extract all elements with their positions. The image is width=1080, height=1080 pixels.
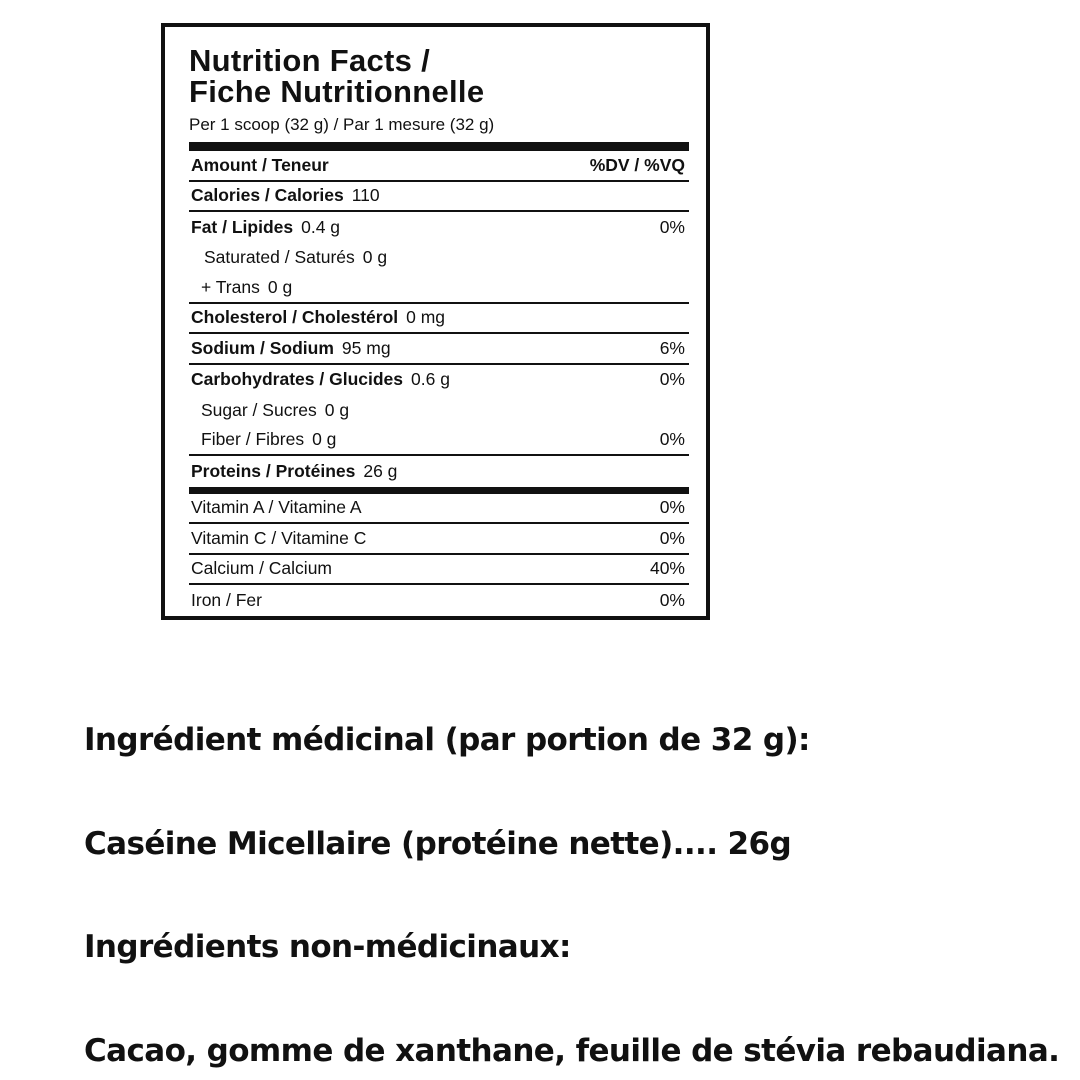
vitamin-row-c (189, 524, 689, 555)
nutrient-row-calories (189, 182, 689, 213)
nutrition-facts-panel (161, 23, 710, 620)
nutrient-name: Fiber / Fibres (201, 429, 305, 450)
nutrient-row-carbohydrates (189, 365, 689, 396)
nutrient-name: Sodium / Sodium (191, 337, 334, 358)
table-header-row (189, 151, 689, 182)
nutrient-name: Saturated / Saturés (204, 247, 355, 268)
vitamin-row-iron (189, 585, 689, 616)
nutrient-name: Fat / Lipides (191, 216, 294, 237)
nutrient-table (189, 151, 689, 616)
nutrient-dv: 0% (659, 369, 685, 390)
nutrient-amount: 0 g (312, 429, 337, 450)
nutrient-amount: 26 g (363, 460, 398, 481)
nutrient-name: Calories / Calories (191, 185, 344, 206)
medicinal-ingredient-line: Caséine Micellaire (protéine nette).... 26g (84, 826, 792, 862)
vitamin-name: Vitamin C / Vitamine C (191, 527, 367, 548)
vitamin-name: Iron / Fer (191, 589, 262, 610)
nutrient-row-sugar (189, 395, 689, 426)
vitamin-row-a (189, 494, 689, 525)
nutrient-name: Cholesterol / Cholestérol (191, 307, 399, 328)
vitamin-row-calcium (189, 555, 689, 586)
vitamin-name: Calcium / Calcium (191, 558, 332, 579)
medicinal-ingredient-heading: Ingrédient médicinal (par portion de 32 g): (84, 722, 810, 758)
vitamin-name: Vitamin A / Vitamine A (191, 497, 362, 518)
nutrient-name: Sugar / Sucres (201, 399, 317, 420)
nutrient-name: Carbohydrates / Glucides (191, 369, 404, 390)
vitamin-dv: 0% (659, 527, 685, 548)
nutrient-amount: 0 g (324, 399, 350, 420)
non-medicinal-line: Cacao, gomme de xanthane, feuille de stévia rebaudiana. (84, 1033, 1060, 1069)
header-amount: Amount / Teneur (191, 154, 329, 175)
nutrient-dv: 6% (659, 337, 685, 358)
nutrient-row-proteins (189, 456, 689, 487)
vitamin-table (189, 494, 689, 616)
nutrient-dv: 0% (659, 216, 685, 237)
non-medicinal-heading: Ingrédients non-médicinaux: (84, 929, 571, 965)
nutrient-row-sodium (189, 334, 689, 365)
nutrient-row-saturated (189, 243, 689, 274)
nutrient-row-fat (189, 212, 689, 243)
nutrient-amount: 0.4 g (301, 216, 341, 237)
vitamin-dv: 40% (649, 558, 685, 579)
serving-size: Per 1 scoop (32 g) / Par 1 mesure (32 g) (189, 115, 495, 134)
nutrition-title-line2: Fiche Nutritionnelle (189, 74, 485, 109)
thick-divider-top (189, 142, 689, 151)
nutrient-row-cholesterol (189, 304, 689, 335)
nutrient-amount: 95 mg (341, 337, 391, 358)
nutrient-dv: 0% (659, 429, 685, 450)
nutrition-title-line1: Nutrition Facts / (189, 43, 431, 78)
vitamin-dv: 0% (659, 497, 685, 518)
nutrient-row-trans (189, 273, 689, 304)
header-dv: %DV / %VQ (589, 154, 685, 175)
nutrient-name: Proteins / Protéines (191, 460, 356, 481)
nutrient-row-fiber (189, 426, 689, 457)
nutrient-amount: 0 g (362, 247, 388, 268)
nutrient-name: + Trans (201, 276, 260, 297)
thick-divider-middle (189, 487, 689, 494)
nutrition-title (189, 45, 484, 107)
vitamin-dv: 0% (659, 589, 685, 610)
nutrient-amount: 0 g (267, 276, 293, 297)
nutrient-amount: 110 (351, 185, 380, 206)
nutrient-amount: 0.6 g (411, 369, 450, 390)
nutrient-amount: 0 mg (406, 307, 446, 328)
